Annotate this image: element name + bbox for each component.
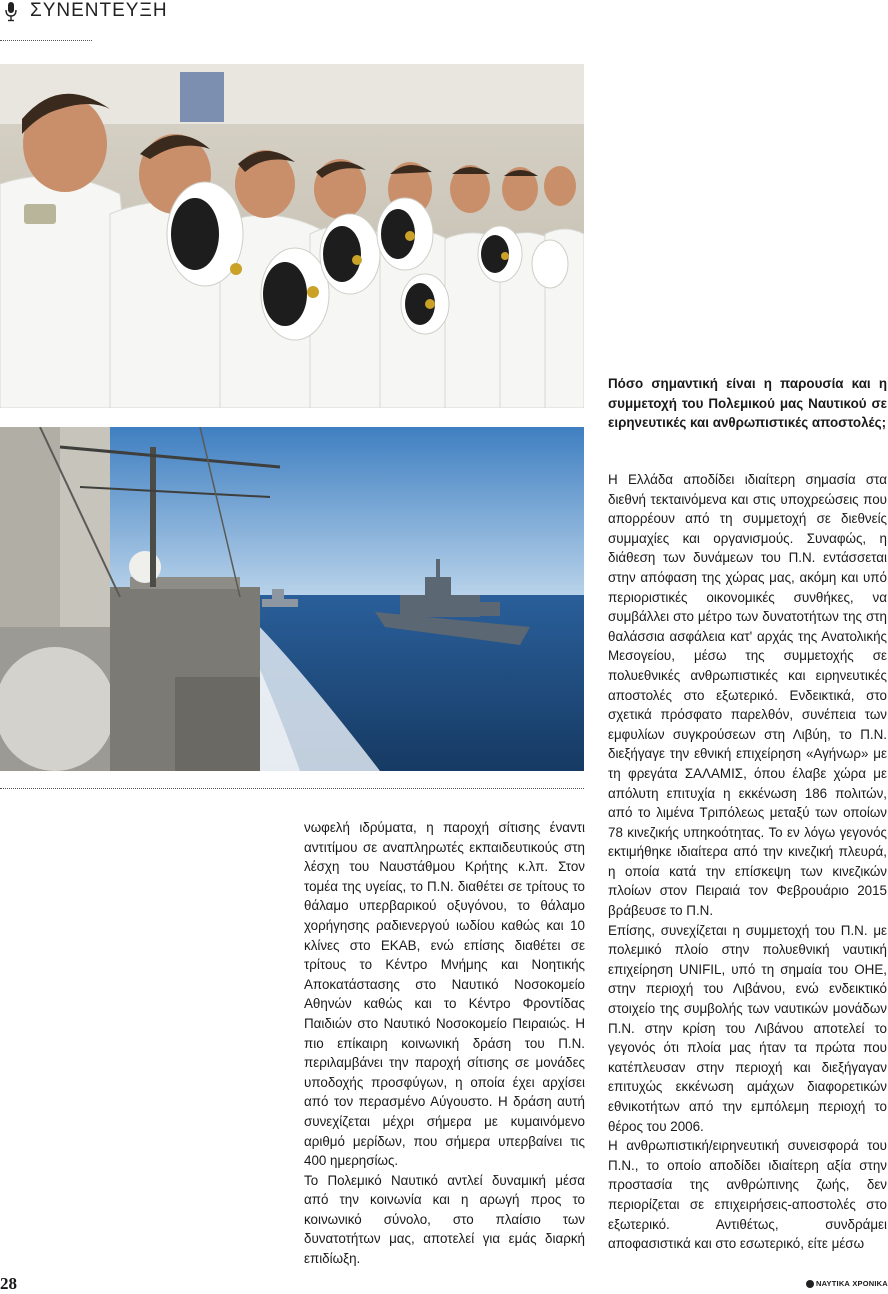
page-number: 28 xyxy=(0,1274,17,1293)
article-column-middle xyxy=(304,818,585,1269)
paragraph: Η Ελλάδα αποδίδει ιδιαίτερη σημασία στα διεθνή τεκταινόμενα και στις υποχρεώσεις που απορρέουν από τη συμμετοχή σε διεθνείς συμμαχίες και οργανισμούς. Συναφώς, η διάθεση των δυνάμεων του Π.Ν. εντάσσεται στην απόφαση της χώρας μας, ακόμη και υπό περιοριστικές οικονομικές συνθήκες, να συμβάλλει στο μέτρο των δυνατοτήτων της στη θαλάσσια ασφάλεια κατ' αρχάς της Ανατολικής Μεσογείου, μέσω της συμμετοχής σε πολυεθνικές ανθρωπιστικές και ειρηνευτικές αποστολές στο εξωτερικό. Ενδεικτικά, στο σχετικά πρόσφατο παρελθόν, συνέπεια των εμφυλίων συγκρούσεων στη Λιβύη, το Π.Ν. διεξήγαγε την εθνική επιχείρηση «Αγήνωρ» με τη φρεγάτα ΣΑΛΑΜΙΣ, όπου έλαβε χώρα με απόλυτη επιτυχία η εκκένωση 186 πολιτών, από το λιμένα Τριπόλεως μεταξύ των οποίων 78 κινεζικής υπηκοότητας. Το εν λόγω γεγονός εκτιμήθηκε ιδιαίτερα από την κινεζική πλευρά, η οποία κατά την επίσκεψη των κινεζικών πλοίων στον Πειραιά τον Φεβρουάριο 2015 βράβευσε το Π.Ν. xyxy=(608,472,887,919)
header-divider xyxy=(0,40,92,41)
microphone-icon xyxy=(4,2,18,22)
magazine-name xyxy=(806,1279,888,1288)
magazine-title: ΝΑΥΤΙΚΑ ΧΡΟΝΙΚΑ xyxy=(816,1279,888,1288)
magazine-logo-icon xyxy=(806,1280,814,1288)
warships-at-sea-photo xyxy=(0,427,584,771)
article-column-right xyxy=(608,470,887,1254)
photo-divider xyxy=(0,788,584,789)
paragraph: Το Πολεμικό Ναυτικό αντλεί δυναμική μέσα από την κοινωνία και η αρωγή προς το κοινωνικό σύνολο, στο πλαίσιο των δυνατοτήτων μας, αποτελεί για εμάς διαρκή επιδίωξη. xyxy=(304,1172,585,1267)
section-title: ΣΥΝΕΝΤΕΥΞΗ xyxy=(30,0,168,21)
paragraph: νωφελή ιδρύματα, η παροχή σίτισης έναντι αντιτίμου σε αναπληρωτές εκπαιδευτικούς στη λέσχη του Ναυστάθμου Κρήτης κ.λπ. Στον τομέα της υγείας, το Π.Ν. διαθέτει σε τρίτους το θάλαμο υπερβαρικού οξυγόνου, το θάλαμο χορήγησης ραδιενεργού ιωδίου καθώς και 10 κλίνες στο ΕΚΑΒ, ενώ επίσης διαθέτει σε τρίτους το Κέντρο Μνήμης και Νοητικής Αποκατάστασης στο Ναυτικό Νοσοκομείο Αθηνών καθώς και το Κέντρο Φροντίδας Παιδιών στο Ναυτικό Νοσοκομείο Πειραιώς. Η πιο επίκαιρη κοινωνική δράση του Π.Ν. περιλαμβάνει την παροχή σίτισης σε μονάδες υποδοχής προσφύγων, η οποία έχει αρχίσει από τον περασμένο Αύγουστο. Η δράση αυτή συνεχίζεται μέχρι σήμερα με κυμαινόμενο αριθμό μερίδων, που σήμερα υπερβαίνει τις 400 ημερησίως. xyxy=(304,820,585,1169)
paragraph: Επίσης, συνεχίζεται η συμμετοχή του Π.Ν. με πολεμικό πλοίο στην πολυεθνική ναυτική επιχείρηση UNIFIL, υπό τη σημαία του ΟΗΕ, στην περιοχή του Λιβάνου, ενώ ενδεικτικό στοιχείο της συμβολής των ναυτικών μονάδων Π.Ν. στην κρίση του Λιβάνου αποτελεί το γεγονός ότι πλοία μας ήταν τα πρώτα που κατέπλευσαν στην περιοχή και διεξήγαγαν επιτυχώς εκκένωση αμάχων διαφορετικών εθνικοτήτων από την εμπόλεμη περιοχή το θέρος του 2006. xyxy=(608,922,887,1134)
naval-cadets-ceremony-photo xyxy=(0,64,584,408)
paragraph: Η ανθρωπιστική/ειρηνευτική συνεισφορά του Π.Ν., το οποίο αποδίδει ιδιαίτερη αξία στην προστασία της ανθρώπινης ζωής, δεν περιορίζεται σε επιχειρήσεις-αποστολές στο εξωτερικό. Αντιθέτως, συνδράμει αποφασιστικά και στο εσωτερικό, είτε μέσω xyxy=(608,1138,887,1252)
interview-question: Πόσο σημαντική είναι η παρουσία και η συμμετοχή του Πολεμικού μας Ναυτικού σε ειρηνευτικές και ανθρωπιστικές αποστολές; xyxy=(608,376,887,431)
